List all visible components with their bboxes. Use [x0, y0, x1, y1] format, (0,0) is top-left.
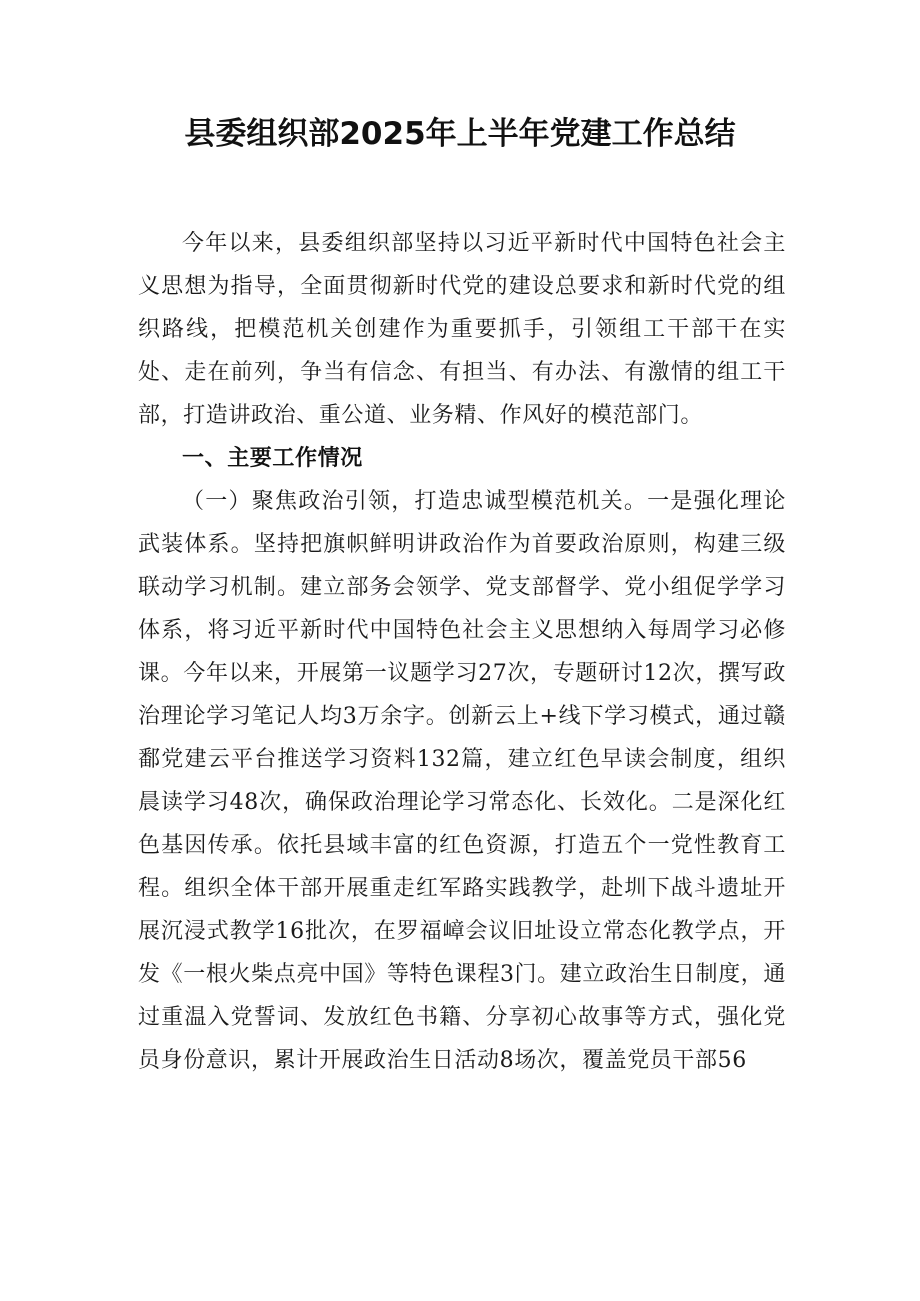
intro-paragraph: 今年以来，县委组织部坚持以习近平新时代中国特色社会主义思想为指导，全面贯彻新时代党的建设总要求和新时代党的组织路线，把模范机关创建作为重要抓手，引领组工干部干在实处、走在前列，争当有信念、有担当、有办法、有激情的组工干部，打造讲政治、重公道、业务精、作风好的模范部门。 — [138, 231, 786, 428]
section-paragraph-political-leadership: （一）聚焦政治引领，打造忠诚型模范机关。一是强化理论武装体系。坚持把旗帜鲜明讲政治作为首要政治原则，构建三级联动学习机制。建立部务会领学、党支部督学、党小组促学学习体系，将习近平新时代中国特色社会主义思想纳入每周学习必修课。今年以来，开展第一议题学习27次，专题研讨12次，撰写政治理论学习笔记人均3万余字。创新云上+线下学习模式，通过赣鄱党建云平台推送学习资料132篇，建立红色早读会制度，组织晨读学习48次，确保政治理论学习常态化、长效化。二是深化红色基因传承。依托县域丰富的红色资源，打造五个一党性教育工程。组织全体干部开展重走红军路实践教学，赴圳下战斗遗址开展沉浸式教学16批次，在罗福嶂会议旧址设立常态化教学点，开发《一根火柴点亮中国》等特色课程3门。建立政治生日制度，通过重温入党誓词、发放红色书籍、分享初心故事等方式，强化党员身份意识，累计开展政治生日活动8场次，覆盖党员干部56 — [138, 489, 786, 1073]
document-title: 县委组织部2025年上半年党建工作总结 — [184, 116, 736, 152]
section-heading-main-work: 一、主要工作情况 — [182, 446, 363, 471]
document-body — [138, 222, 786, 1082]
